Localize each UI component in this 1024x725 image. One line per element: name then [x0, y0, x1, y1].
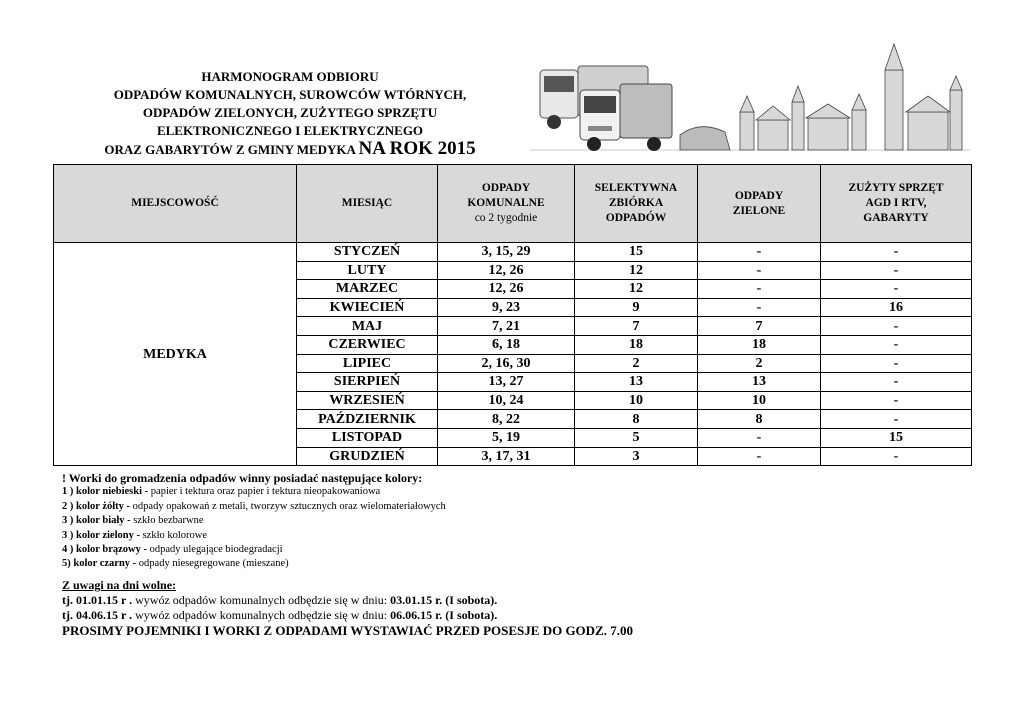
cell-selective: 9 — [575, 298, 698, 317]
header-selective: SELEKTYWNA ZBIÓRKA ODPADÓW — [575, 165, 698, 243]
cell-municipal: 6, 18 — [438, 335, 575, 354]
cell-agd: - — [821, 261, 972, 280]
cell-green: 18 — [698, 335, 821, 354]
cell-green: - — [698, 298, 821, 317]
title-line-4: ELEKTRONICZNEGO I ELEKTRYCZNEGO — [156, 123, 424, 138]
cell-month: LUTY — [297, 261, 438, 280]
cell-municipal: 12, 26 — [438, 280, 575, 299]
cell-agd: - — [821, 373, 972, 392]
cell-month: CZERWIEC — [297, 335, 438, 354]
note-line: tj. 04.06.15 r . wywóz odpadów komunalnych odbędzie się w dniu: 06.06.15 r. (I sobota). — [62, 608, 498, 622]
cell-municipal: 13, 27 — [438, 373, 575, 392]
legend-item: 5) kolor czarny - odpady niesegregowane (mieszane) — [62, 558, 289, 570]
cell-month: LIPIEC — [297, 354, 438, 373]
cell-month: LISTOPAD — [297, 428, 438, 447]
cell-agd: - — [821, 410, 972, 429]
legend-heading: ! Worki do gromadzenia odpadów winny posiadać następujące kolory: — [62, 471, 423, 485]
cell-green: 2 — [698, 354, 821, 373]
cell-municipal: 3, 15, 29 — [438, 243, 575, 262]
legend-item: 1 ) kolor niebieski - papier i tektura oraz papier i tektura nieopakowaniowa — [62, 486, 381, 498]
cell-municipal: 5, 19 — [438, 428, 575, 447]
cell-green: - — [698, 428, 821, 447]
cell-municipal: 12, 26 — [438, 261, 575, 280]
cell-selective: 8 — [575, 410, 698, 429]
cell-selective: 13 — [575, 373, 698, 392]
table-header-row — [54, 165, 972, 243]
bag-color-legend — [62, 471, 962, 572]
cell-month: GRUDZIEŃ — [297, 447, 438, 466]
cell-municipal: 8, 22 — [438, 410, 575, 429]
header-green: ODPADY ZIELONE — [698, 165, 821, 243]
collection-schedule-table — [53, 164, 972, 466]
title-line-3: ODPADÓW ZIELONYCH, ZUŻYTEGO SPRZĘTU — [142, 105, 438, 120]
cell-agd: - — [821, 354, 972, 373]
holiday-notes — [62, 578, 962, 638]
town-skyline-icon — [680, 44, 962, 150]
title-line-1: HARMONOGRAM ODBIORU — [201, 69, 379, 84]
cell-month: MARZEC — [297, 280, 438, 299]
cell-agd: - — [821, 335, 972, 354]
cell-municipal: 9, 23 — [438, 298, 575, 317]
cell-selective: 2 — [575, 354, 698, 373]
cell-municipal: 10, 24 — [438, 391, 575, 410]
cell-month: PAŹDZIERNIK — [297, 410, 438, 429]
cell-agd: - — [821, 391, 972, 410]
cell-green: - — [698, 243, 821, 262]
notes-heading: Z uwagi na dni wolne: — [62, 578, 177, 592]
header-place: MIEJSCOWOŚĆ — [54, 165, 297, 243]
cell-selective: 3 — [575, 447, 698, 466]
cell-green: 13 — [698, 373, 821, 392]
cell-green: 10 — [698, 391, 821, 410]
garbage-truck-front-icon — [580, 84, 672, 151]
cell-green: 8 — [698, 410, 821, 429]
cell-selective: 7 — [575, 317, 698, 336]
document-title — [70, 68, 510, 159]
place-name: MEDYKA — [54, 243, 297, 466]
title-line-2: ODPADÓW KOMUNALNYCH, SUROWCÓW WTÓRNYCH, — [113, 87, 467, 102]
cell-agd: - — [821, 317, 972, 336]
cell-selective: 18 — [575, 335, 698, 354]
title-line-5-small: ORAZ GABARYTÓW Z GMINY MEDYKA — [104, 142, 356, 157]
cell-selective: 5 — [575, 428, 698, 447]
cell-municipal: 3, 17, 31 — [438, 447, 575, 466]
legend-item: 3 ) kolor zielony - szkło kolorowe — [62, 529, 208, 541]
legend-item: 4 ) kolor brązowy - odpady ulegające biodegradacji — [62, 544, 283, 556]
legend-item: 2 ) kolor żółty - odpady opakowań z metali, tworzyw sztucznych oraz wielomateriałowych — [62, 500, 446, 512]
cell-selective: 12 — [575, 280, 698, 299]
cell-agd: - — [821, 447, 972, 466]
title-line-5 — [70, 140, 510, 159]
cell-agd: - — [821, 243, 972, 262]
header-municipal: ODPADY KOMUNALNE co 2 tygodnie — [438, 165, 575, 243]
cell-month: SIERPIEŃ — [297, 373, 438, 392]
cell-municipal: 2, 16, 30 — [438, 354, 575, 373]
cell-selective: 10 — [575, 391, 698, 410]
cell-month: MAJ — [297, 317, 438, 336]
header-agd: ZUŻYTY SPRZĘT AGD I RTV, GABARYTY — [821, 165, 972, 243]
trucks-and-town-illustration — [530, 40, 970, 155]
title-year: NA ROK 2015 — [358, 138, 476, 159]
cell-agd: 16 — [821, 298, 972, 317]
cell-month: WRZESIEŃ — [297, 391, 438, 410]
cell-green: - — [698, 280, 821, 299]
cell-agd: - — [821, 280, 972, 299]
cell-selective: 12 — [575, 261, 698, 280]
cell-green: - — [698, 447, 821, 466]
cell-month: STYCZEŃ — [297, 243, 438, 262]
header-month: MIESIĄC — [297, 165, 438, 243]
cell-green: 7 — [698, 317, 821, 336]
cell-selective: 15 — [575, 243, 698, 262]
cell-municipal: 7, 21 — [438, 317, 575, 336]
notes-final-request: PROSIMY POJEMNIKI I WORKI Z ODPADAMI WYSTAWIAĆ PRZED POSESJE DO GODZ. 7.00 — [62, 623, 633, 638]
cell-green: - — [698, 261, 821, 280]
legend-item: 3 ) kolor biały - szkło bezbarwne — [62, 515, 204, 527]
note-line: tj. 01.01.15 r . wywóz odpadów komunalnych odbędzie się w dniu: 03.01.15 r. (I sobota). — [62, 593, 498, 607]
cell-month: KWIECIEŃ — [297, 298, 438, 317]
table-row — [54, 243, 972, 262]
cell-agd: 15 — [821, 428, 972, 447]
